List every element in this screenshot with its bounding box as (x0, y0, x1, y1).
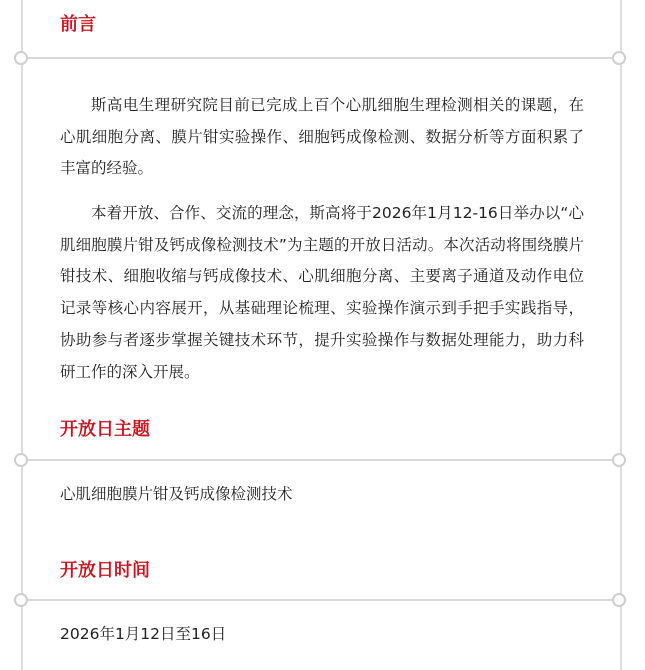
divider-node-left (14, 453, 28, 467)
preface-paragraph-2: 本着开放、合作、交流的理念，斯高将于2026年1月12-16日举办以“心肌细胞膜片钳及钙成像检测技术”为主题的开放日活动。本次活动将围绕膜片钳技术、细胞收缩与钙成像技术、心肌细胞分离、主要离子通道及动作电位记录等核心内容展开，从基础理论梳理、实验操作演示到手把手实践指导，协助参与者逐步掌握关键技术环节，提升实验操作与数据处理能力，助力科研工作的深入开展。 (60, 204, 584, 381)
time-text: 2026年1月12日至16日 (60, 625, 227, 643)
theme-text: 心肌细胞膜片钳及钙成像检测技术 (60, 485, 293, 503)
section-divider-preface (22, 57, 620, 59)
divider-node-right (612, 593, 626, 607)
divider-node-right (612, 453, 626, 467)
section-title-theme: 开放日主题 (60, 419, 150, 440)
section-divider-theme (22, 459, 620, 461)
section-divider-time (22, 599, 620, 601)
preface-paragraph-1: 斯高电生理研究院目前已完成上百个心肌细胞生理检测相关的课题，在心肌细胞分离、膜片钳实验操作、细胞钙成像检测、数据分析等方面积累了丰富的经验。 (60, 96, 584, 178)
left-frame-line (21, 0, 23, 670)
divider-node-left (14, 51, 28, 65)
divider-node-right (612, 51, 626, 65)
section-title-time: 开放日时间 (60, 560, 150, 581)
right-frame-line (620, 0, 622, 670)
section-title-preface: 前言 (60, 14, 96, 35)
divider-node-left (14, 593, 28, 607)
